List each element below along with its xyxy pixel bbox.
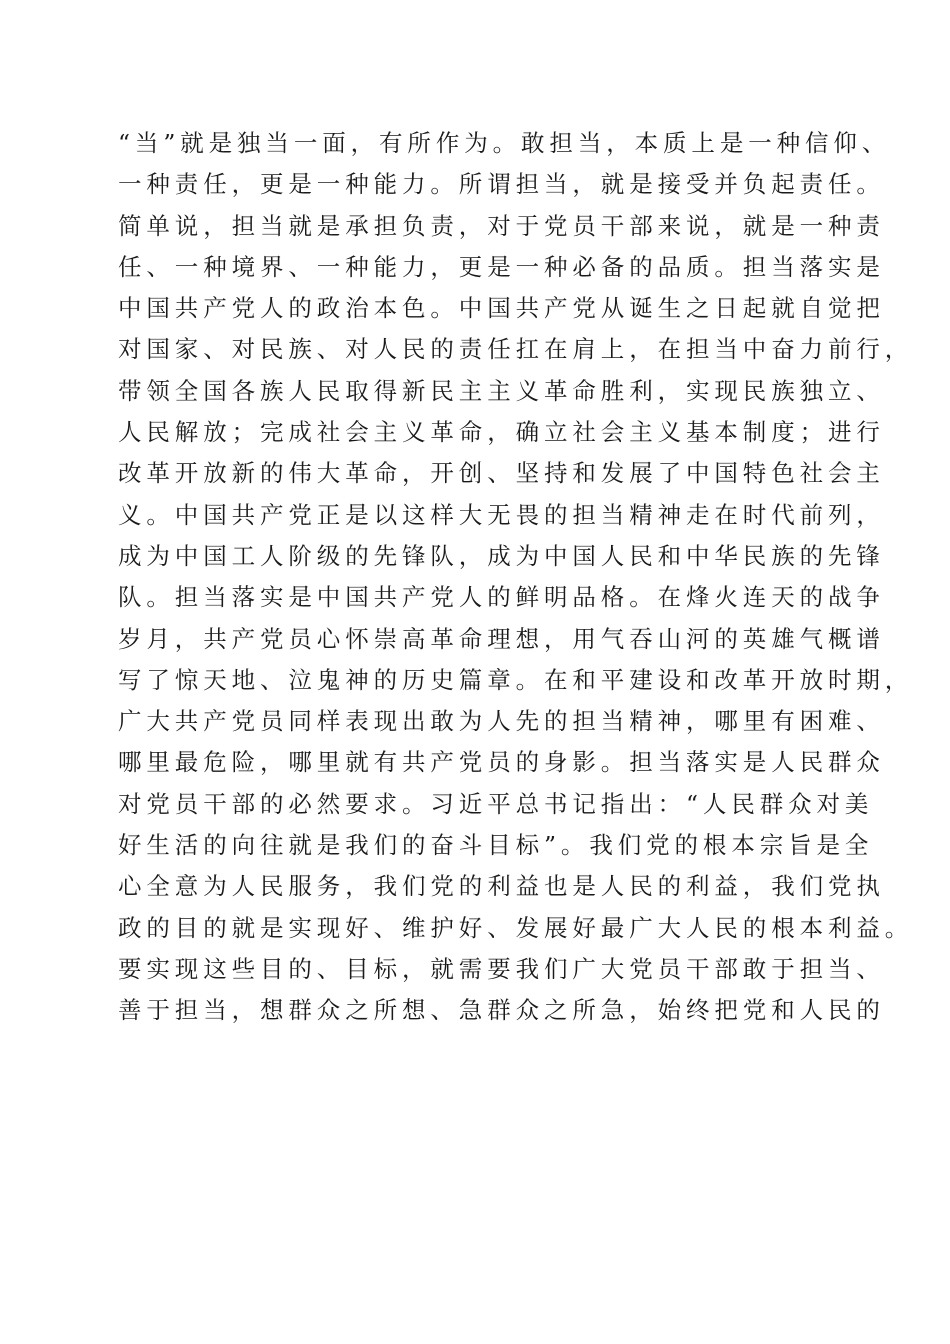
text-line: 写了惊天地、泣鬼神的历史篇章。在和平建设和改革开放时期， (118, 665, 914, 694)
text-line: 改革开放新的伟大革命，开创、坚持和发展了中国特色社会主 (118, 459, 885, 488)
text-line: 政的目的就是实现好、维护好、发展好最广大人民的根本利益。 (118, 913, 914, 942)
text-line: 心全意为人民服务，我们党的利益也是人民的利益，我们党执 (118, 872, 885, 901)
text-line: 对党员干部的必然要求。习近平总书记指出：“人民群众对美 (118, 789, 874, 818)
text-line: 队。担当落实是中国共产党人的鲜明品格。在烽火连天的战争 (118, 583, 885, 612)
text-line: 广大共产党员同样表现出敢为人先的担当精神，哪里有困难、 (118, 707, 885, 736)
text-line: 哪里最危险，哪里就有共产党员的身影。担当落实是人民群众 (118, 748, 885, 777)
text-line: 成为中国工人阶级的先锋队，成为中国人民和中华民族的先锋 (118, 541, 885, 570)
body-paragraph (118, 123, 914, 1032)
text-line: 义。中国共产党正是以这样大无畏的担当精神走在时代前列， (118, 500, 885, 529)
text-line: 对国家、对民族、对人民的责任扛在肩上，在担当中奋力前行， (118, 335, 914, 364)
text-line: 好生活的向往就是我们的奋斗目标”。我们党的根本宗旨是全 (118, 831, 874, 860)
text-line: 岁月，共产党员心怀崇高革命理想，用气吞山河的英雄气概谱 (118, 624, 885, 653)
text-line: 人民解放；完成社会主义革命，确立社会主义基本制度；进行 (118, 418, 885, 447)
text-line: 要实现这些目的、目标，就需要我们广大党员干部敢于担当、 (118, 954, 885, 983)
text-line: 善于担当，想群众之所想、急群众之所急，始终把党和人民的 (118, 996, 885, 1025)
text-line: 简单说，担当就是承担负责，对于党员干部来说，就是一种责 (118, 211, 885, 240)
text-line: 任、一种境界、一种能力，更是一种必备的品质。担当落实是 (118, 252, 885, 281)
text-line: 一种责任，更是一种能力。所谓担当，就是接受并负起责任。 (118, 170, 885, 199)
text-line: 中国共产党人的政治本色。中国共产党从诞生之日起就自觉把 (118, 294, 885, 323)
text-line: 带领全国各族人民取得新民主主义革命胜利，实现民族独立、 (118, 376, 885, 405)
text-line: “当”就是独当一面，有所作为。敢担当，本质上是一种信仰、 (118, 129, 891, 157)
